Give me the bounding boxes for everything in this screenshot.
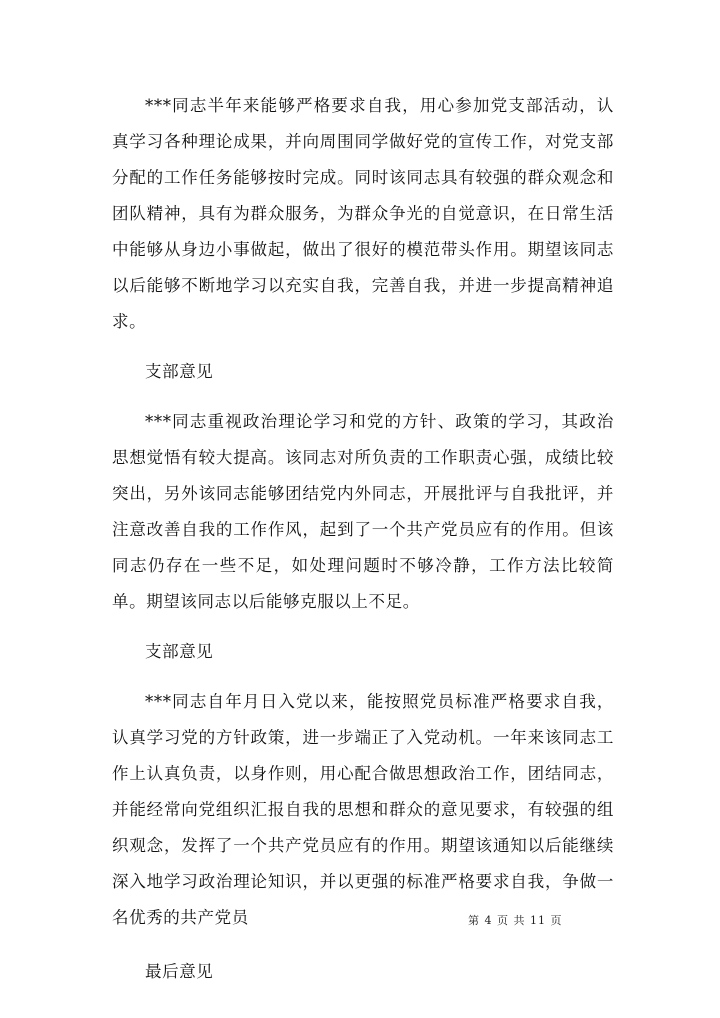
section-heading-final-opinion: 最后意见 [145,962,214,981]
page-number-footer: 第 4 页 共 11 页 [468,914,563,927]
document-body [112,88,614,1004]
paragraph-3: ***同志自年月日入党以来，能按照党员标准严格要求自我，认真学习党的方针政策，进一步端正了入党动机。一年来该同志工作上认真负责，以身作则，用心配合做思想政治工作，团结同志，并能经常向党组织汇报自我的思想和群众的意见要求，有较强的组织观念，发挥了一个共产党员应有的作用。期望该通知以后能继续深入地学习政治理论知识，并以更强的标准严格要求自我，争做一名优秀的共产党员 [112,692,614,927]
paragraph-1: ***同志半年来能够严格要求自我，用心参加党支部活动，认真学习各种理论成果，并向周围同学做好党的宣传工作，对党支部分配的工作任务能够按时完成。同时该同志具有较强的群众观念和团队精神，具有为群众服务，为群众争光的自觉意识，在日常生活中能够从身边小事做起，做出了很好的模范带头作用。期望该同志以后能够不断地学习以充实自我，完善自我，并进一步提高精神追求。 [112,96,614,331]
section-heading-branch-opinion-2: 支部意见 [145,642,214,661]
paragraph-2: ***同志重视政治理论学习和党的方针、政策的学习，其政治思想觉悟有较大提高。该同志对所负责的工作职责心强，成绩比较突出，另外该同志能够团结党内外同志，开展批评与自我批评，并注意改善自我的工作作风，起到了一个共产党员应有的作用。但该同志仍存在一些不足，如处理问题时不够冷静，工作方法比较简单。期望该同志以后能够克服以上不足。 [112,412,614,611]
section-heading-branch-opinion-1: 支部意见 [145,362,214,381]
